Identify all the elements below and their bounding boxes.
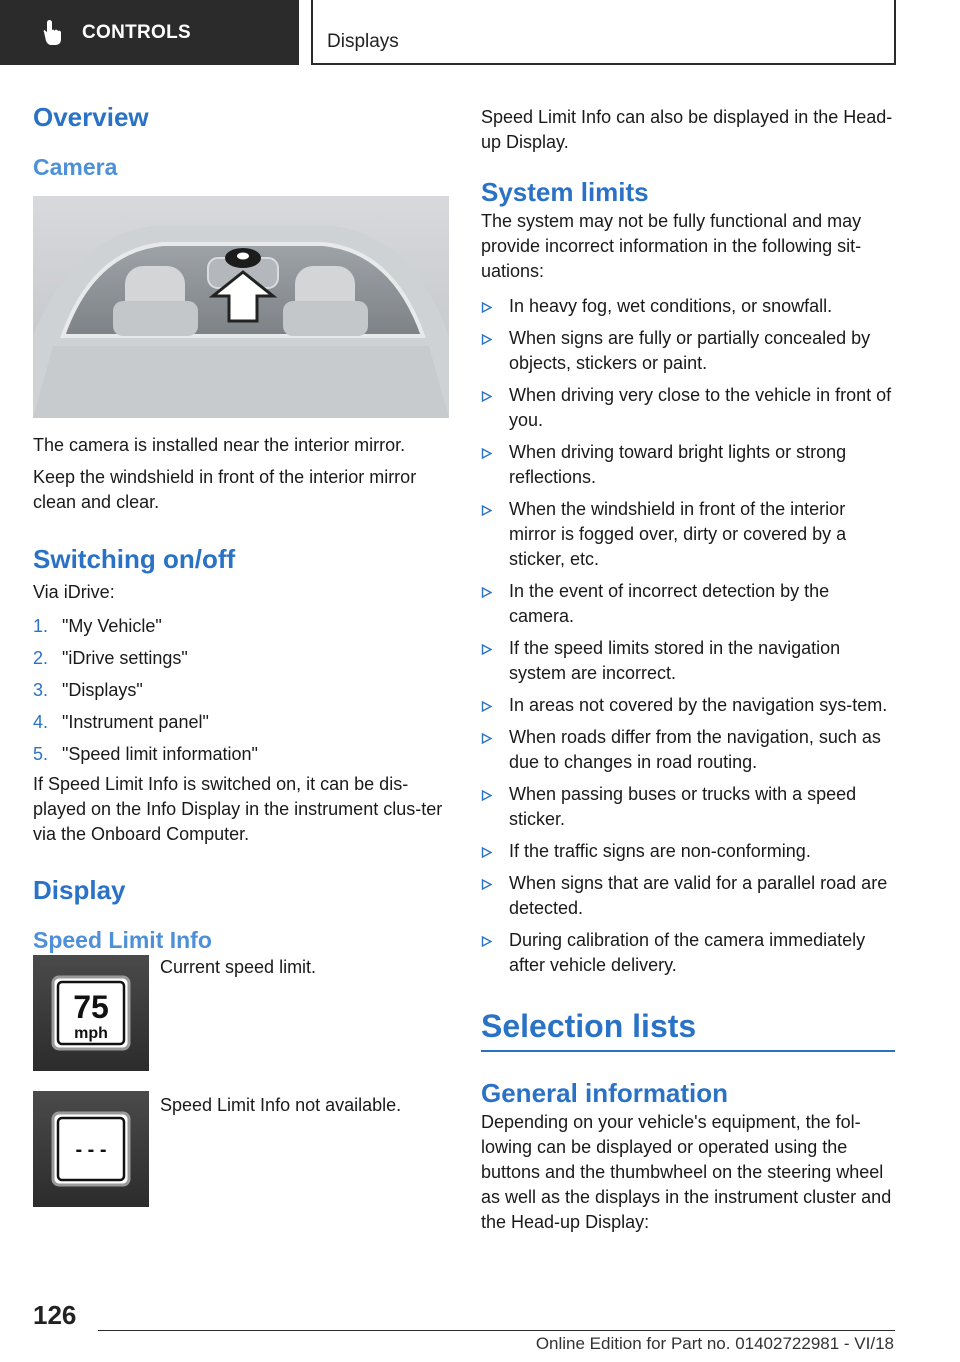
list-item [481,782,895,832]
steps-list [33,614,449,767]
triangle-bullet-icon [481,579,509,629]
list-item-text: During calibration of the camera immediately after vehicle delivery. [509,930,866,975]
triangle-bullet-icon [481,294,509,319]
list-item: 4. "Instrument panel" [33,712,209,732]
list-item-text: In heavy fog, wet conditions, or snowfall. [509,296,833,316]
list-item [481,693,895,718]
triangle-bullet-icon [481,383,509,433]
list-item [481,636,895,686]
limits-list [481,294,895,978]
chapter-tab [311,0,896,65]
speed-limit-unavailable-icon [33,1091,149,1207]
svg-text:- - -: - - - [75,1139,107,1161]
camera-text-1: The camera is installed near the interior mirror. [33,435,406,455]
edition-note: Online Edition for Part no. 01402722981 - VI/18 [535,1334,894,1353]
system-limits-text: The system may not be fully functional and may provide incorrect information in the following sit‐uations: [481,211,862,281]
list-item-text: When signs are fully or partially concealed by objects, stickers or paint. [509,328,871,373]
list-item [481,497,895,572]
right-column [481,100,895,1235]
triangle-bullet-icon [481,725,509,775]
list-item [481,839,895,864]
triangle-bullet-icon [481,497,509,572]
section-title: CONTROLS [82,21,192,43]
svg-text:75: 75 [73,989,109,1025]
list-item-text: When the windshield in front of the interior mirror is fogged over, dirty or covered by a sticker, etc. [509,499,847,569]
selection-lists-heading: Selection lists [481,1006,895,1052]
list-item: 5. "Speed limit information" [33,744,258,764]
speed-limit-75-icon [33,955,149,1071]
left-column [33,100,449,1207]
list-item-text: If the traffic signs are non-conforming. [509,841,811,861]
list-item [481,579,895,629]
touch-hand-icon [38,18,68,48]
display-heading: Display [33,875,126,905]
list-item-text: When passing buses or trucks with a speed sticker. [509,784,857,829]
list-item-text: When roads differ from the navigation, such as due to changes in road routing. [509,727,881,772]
list-item: 1. "My Vehicle" [33,616,162,636]
list-item-text: In the event of incorrect detection by the camera. [509,581,830,626]
no-speed-sign-row [33,1091,449,1207]
triangle-bullet-icon [481,440,509,490]
general-information-text: Depending on your vehicle's equipment, the fol‐lowing can be displayed or operated using the buttons and the thumbwheel on the steering wheel as well as the displays in the instrument cluster and the Head-up Display: [481,1112,892,1232]
chapter-title: Displays [327,31,399,52]
triangle-bullet-icon [481,839,509,864]
triangle-bullet-icon [481,871,509,921]
list-item [481,725,895,775]
camera-text-2: Keep the windshield in front of the interior mirror clean and clear. [33,467,417,512]
switching-heading: Switching on/off [33,544,236,574]
list-item-text: When driving toward bright lights or strong reflections. [509,442,847,487]
list-item [481,383,895,433]
list-item-text: In areas not covered by the navigation sys‐tem. [509,695,888,715]
speed-limit-info-heading: Speed Limit Info [33,927,212,953]
list-item: 2. "iDrive settings" [33,648,188,668]
section-tab [0,0,299,65]
camera-heading: Camera [33,154,118,180]
camera-location-image [33,196,449,418]
page-number: 126 [33,1300,77,1330]
switching-text: If Speed Limit Info is switched on, it can be dis‐played on the Info Display in the instrument clus‐ter via the Onboard Computer. [33,774,443,844]
list-item [481,871,895,921]
camera-photo [33,196,449,423]
via-idrive: Via iDrive: [33,582,115,602]
system-limits-heading: System limits [481,177,649,207]
current-speed-caption: Current speed limit. [160,957,317,977]
list-item [481,326,895,376]
footer-divider [98,1330,895,1331]
triangle-bullet-icon [481,928,509,978]
triangle-bullet-icon [481,326,509,376]
general-information-heading: General information [481,1078,729,1108]
svg-text:mph: mph [74,1025,108,1042]
list-item [481,928,895,978]
list-item-text: If the speed limits stored in the navigation system are incorrect. [509,638,841,683]
list-item-text: When signs that are valid for a parallel road are detected. [509,873,888,918]
triangle-bullet-icon [481,636,509,686]
triangle-bullet-icon [481,782,509,832]
speed-limit-sign-row [33,955,449,1071]
list-item-text: When driving very close to the vehicle in front of you. [509,385,892,430]
list-item: 3. "Displays" [33,680,143,700]
list-item [481,294,895,319]
list-item [481,440,895,490]
overview-heading: Overview [33,102,149,132]
triangle-bullet-icon [481,693,509,718]
unavailable-caption: Speed Limit Info not available. [160,1095,402,1115]
hud-text: Speed Limit Info can also be displayed in the Head-up Display. [481,107,893,152]
